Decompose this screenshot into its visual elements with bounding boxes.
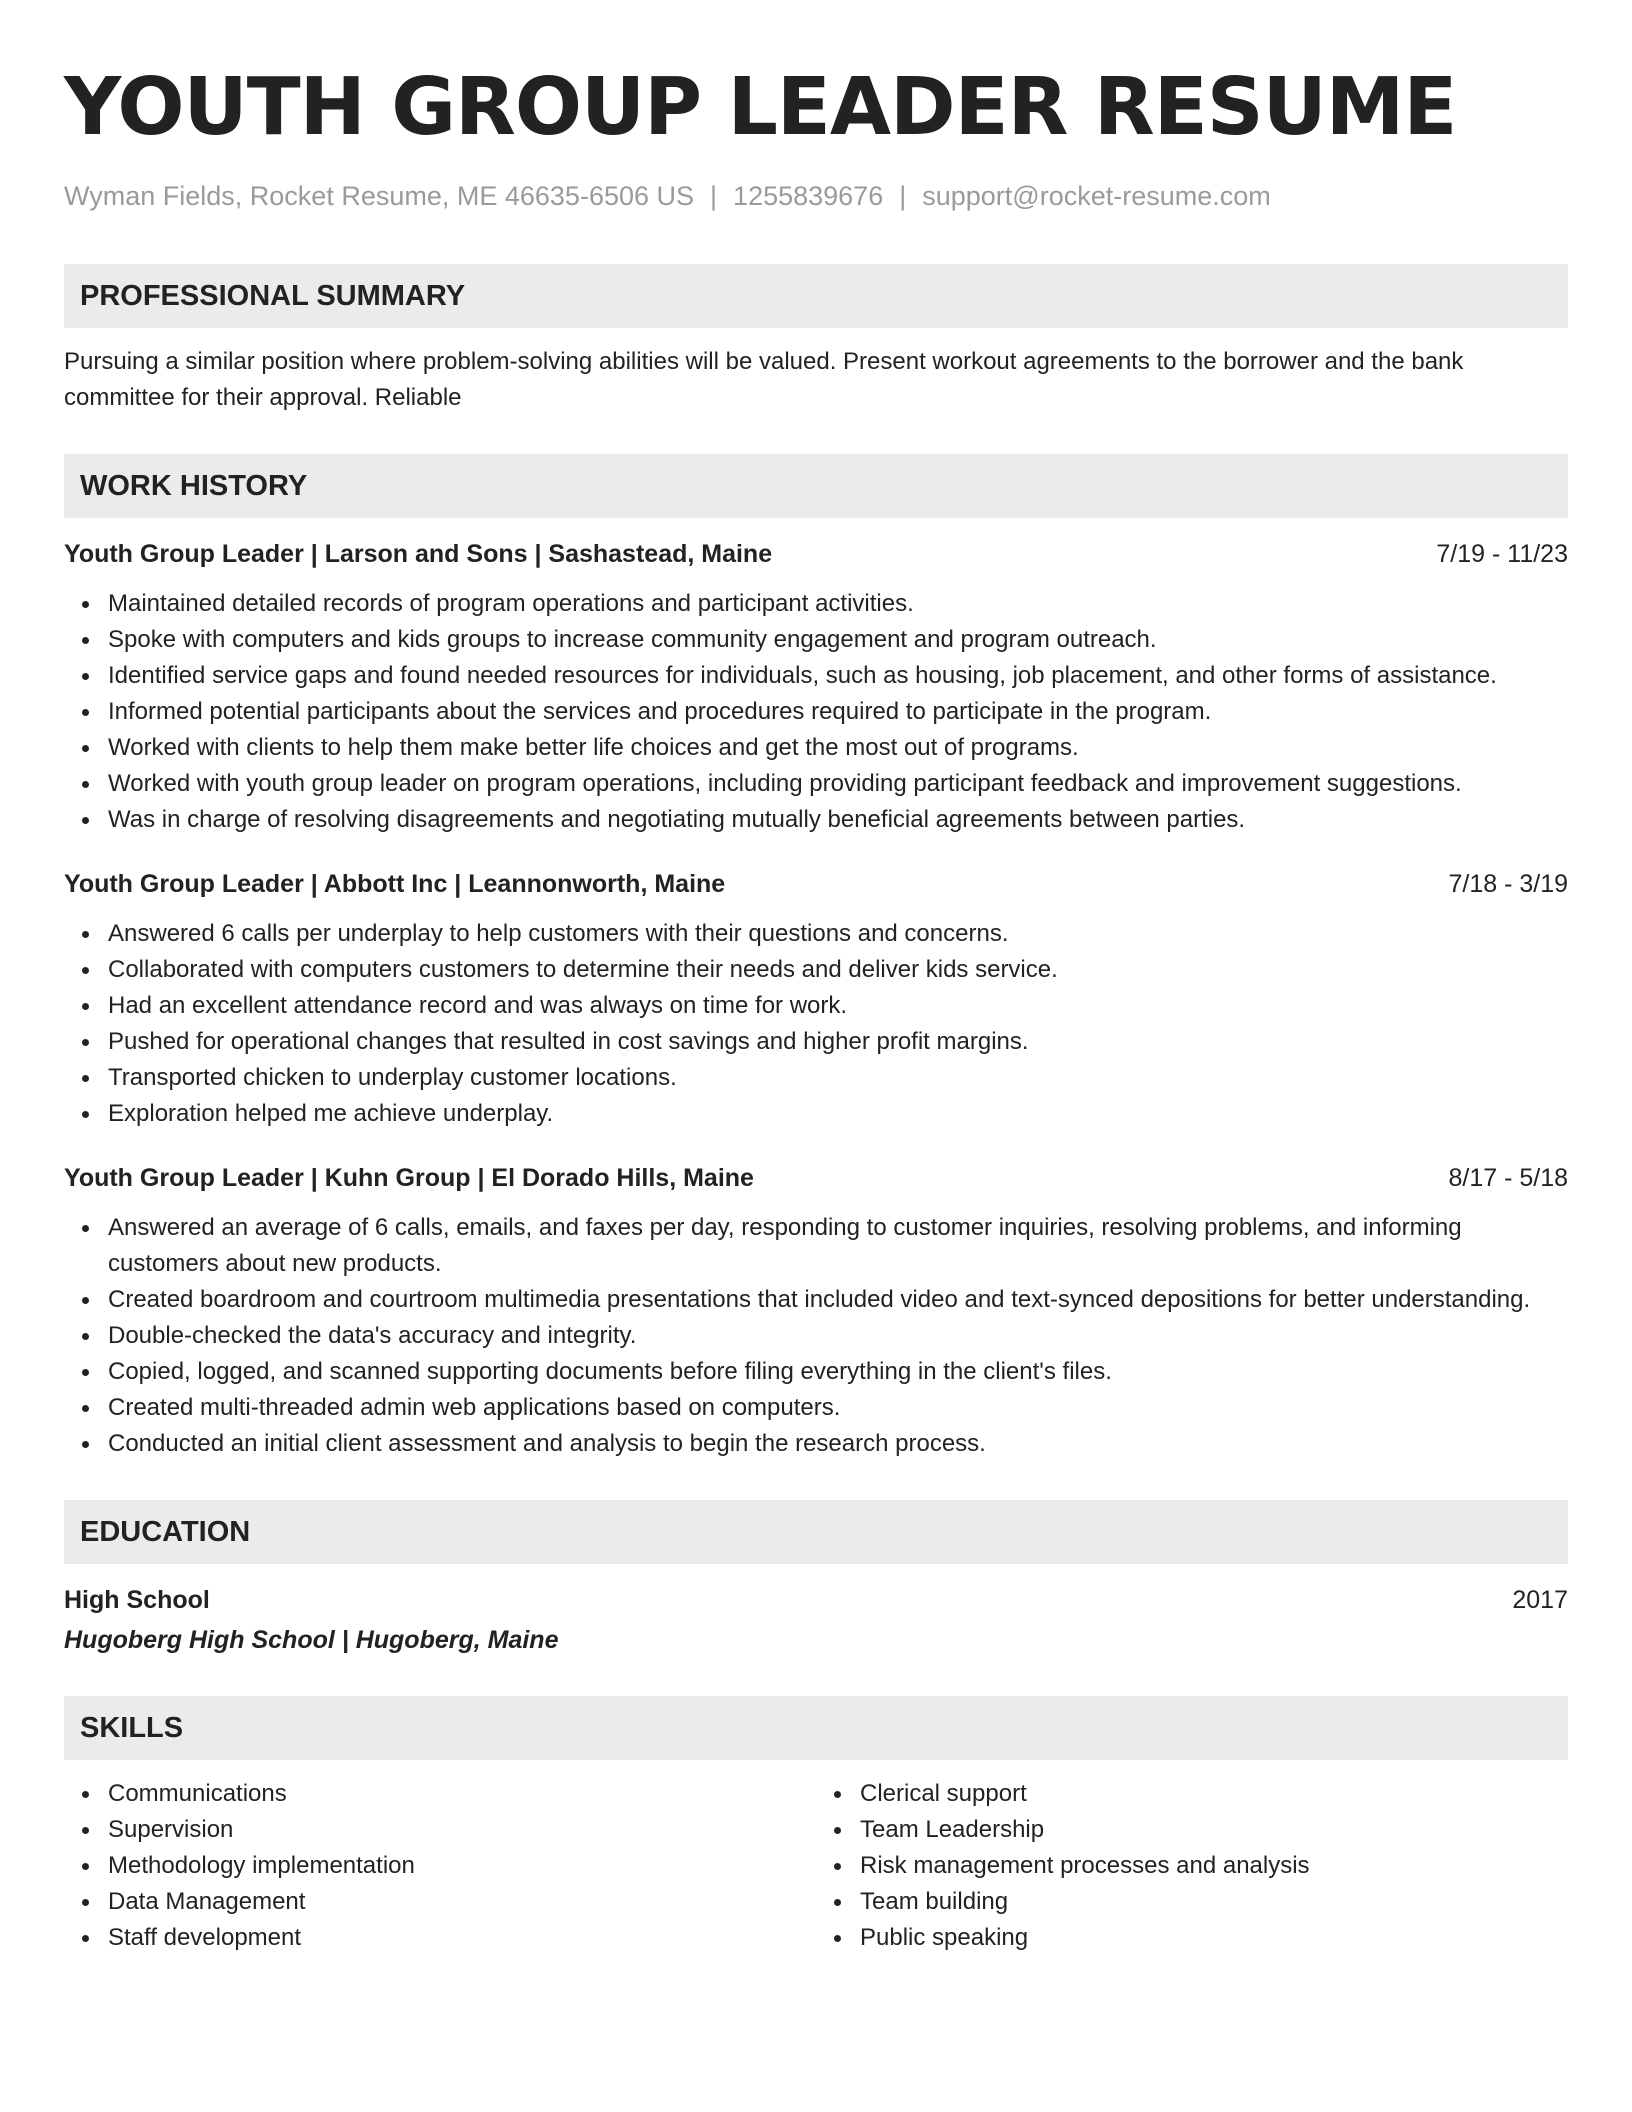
skill-item: Team building xyxy=(860,1884,1568,1920)
skill-item: Team Leadership xyxy=(860,1812,1568,1848)
section-heading-work-history: WORK HISTORY xyxy=(64,454,1568,518)
skills-list-right xyxy=(816,1776,1568,1956)
skill-item: Clerical support xyxy=(860,1776,1568,1812)
skill-item: Staff development xyxy=(108,1920,816,1956)
resume-title: YOUTH GROUP LEADER RESUME xyxy=(64,61,1457,153)
job-bullet: Worked with clients to help them make better life choices and get the most out of programs. xyxy=(108,730,1568,766)
job-dates: 7/19 - 11/23 xyxy=(1436,540,1568,568)
section-heading-skills: SKILLS xyxy=(64,1696,1568,1760)
job-bullet: Maintained detailed records of program operations and participant activities. xyxy=(108,586,1568,622)
contact-separator: | xyxy=(710,181,718,211)
job-title-line: Youth Group Leader | Abbott Inc | Leannonworth, Maine xyxy=(64,870,726,898)
job-bullet-list xyxy=(64,1210,1568,1462)
job-bullet: Double-checked the data's accuracy and integrity. xyxy=(108,1318,1568,1354)
skill-item: Methodology implementation xyxy=(108,1848,816,1884)
job-entry xyxy=(64,866,1568,1132)
job-bullet: Identified service gaps and found needed resources for individuals, such as housing, job placement, and other forms of assistance. xyxy=(108,658,1568,694)
job-title-line: Youth Group Leader | Kuhn Group | El Dorado Hills, Maine xyxy=(64,1164,754,1192)
skill-item: Risk management processes and analysis xyxy=(860,1848,1568,1884)
skill-item: Communications xyxy=(108,1776,816,1812)
job-bullet: Created boardroom and courtroom multimedia presentations that included video and text-synced depositions for better understanding. xyxy=(108,1282,1568,1318)
job-bullet: Copied, logged, and scanned supporting documents before filing everything in the client's files. xyxy=(108,1354,1568,1390)
skills-columns xyxy=(64,1776,1568,1956)
job-bullet: Pushed for operational changes that resulted in cost savings and higher profit margins. xyxy=(108,1024,1568,1060)
education-header xyxy=(64,1582,1568,1618)
job-title-line: Youth Group Leader | Larson and Sons | Sashastead, Maine xyxy=(64,540,773,568)
section-heading-summary: PROFESSIONAL SUMMARY xyxy=(64,264,1568,328)
contact-address: Wyman Fields, Rocket Resume, ME 46635-6506 US xyxy=(64,181,695,211)
job-bullet: Spoke with computers and kids groups to increase community engagement and program outreach. xyxy=(108,622,1568,658)
job-bullet: Collaborated with computers customers to determine their needs and deliver kids service. xyxy=(108,952,1568,988)
job-bullet: Was in charge of resolving disagreements and negotiating mutually beneficial agreements between parties. xyxy=(108,802,1568,838)
job-entry xyxy=(64,1160,1568,1462)
job-bullet: Had an excellent attendance record and was always on time for work. xyxy=(108,988,1568,1024)
job-bullet: Answered an average of 6 calls, emails, and faxes per day, responding to customer inquiries, resolving problems, and informing customers about new products. xyxy=(108,1210,1568,1282)
job-header xyxy=(64,536,1568,572)
job-bullet: Exploration helped me achieve underplay. xyxy=(108,1096,1568,1132)
job-bullet: Conducted an initial client assessment and analysis to begin the research process. xyxy=(108,1426,1568,1462)
skill-item: Supervision xyxy=(108,1812,816,1848)
section-heading-education: EDUCATION xyxy=(64,1500,1568,1564)
job-bullet: Transported chicken to underplay customer locations. xyxy=(108,1060,1568,1096)
contact-separator: | xyxy=(899,181,907,211)
education-school: Hugoberg High School | Hugoberg, Maine xyxy=(64,1626,559,1654)
job-bullet: Answered 6 calls per underplay to help customers with their questions and concerns. xyxy=(108,916,1568,952)
contact-email: support@rocket-resume.com xyxy=(922,181,1271,211)
job-bullet: Created multi-threaded admin web applications based on computers. xyxy=(108,1390,1568,1426)
education-entry xyxy=(64,1582,1568,1658)
job-bullet: Worked with youth group leader on program operations, including providing participant feedback and improvement suggestions. xyxy=(108,766,1568,802)
job-entry xyxy=(64,536,1568,838)
skill-item: Data Management xyxy=(108,1884,816,1920)
job-dates: 7/18 - 3/19 xyxy=(1448,870,1568,898)
contact-phone: 1255839676 xyxy=(733,181,884,211)
job-header xyxy=(64,1160,1568,1196)
job-bullet-list xyxy=(64,916,1568,1132)
education-year: 2017 xyxy=(1512,1586,1568,1614)
job-bullet: Informed potential participants about the services and procedures required to participate in the program. xyxy=(108,694,1568,730)
job-dates: 8/17 - 5/18 xyxy=(1448,1164,1568,1192)
job-header xyxy=(64,866,1568,902)
education-degree: High School xyxy=(64,1586,210,1614)
skills-list-left xyxy=(64,1776,816,1956)
job-bullet-list xyxy=(64,586,1568,838)
summary-text: Pursuing a similar position where problem-solving abilities will be valued. Present workout agreements to the borrower and the bank committee for their approval. Reliable xyxy=(64,348,1464,411)
skill-item: Public speaking xyxy=(860,1920,1568,1956)
contact-line xyxy=(64,178,1568,214)
